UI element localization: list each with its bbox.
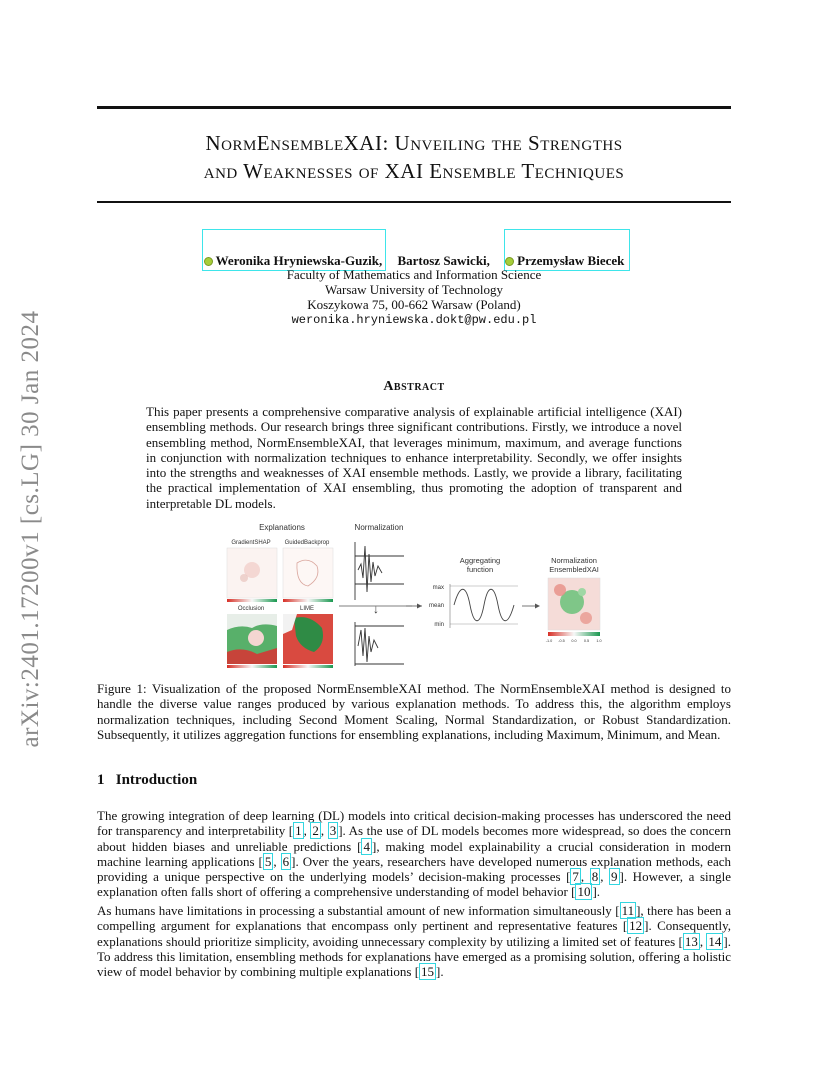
normalization-label: Normalization — [354, 523, 404, 532]
arrow-head-icon — [417, 604, 422, 609]
citation-link[interactable]: 14 — [708, 933, 722, 949]
function-label-mean: mean — [428, 603, 444, 609]
method-label-guidedbackprop: GuidedBackprop — [284, 540, 330, 546]
colorbar — [548, 632, 600, 636]
output-label-line-2: EnsembledXAI — [549, 565, 599, 574]
colorbar-tick: -1.0 — [545, 639, 553, 643]
arrow-head-icon — [535, 604, 540, 609]
paragraph-text: ]. However, a single explanation often falls short of offering a comprehensive understanding of model behavior [ — [97, 869, 732, 900]
citation-link[interactable]: 1 — [295, 823, 302, 839]
aggregating-label-line-2: function — [466, 565, 494, 574]
paragraph-text: ]. As the use of DL models becomes more widespread, so does the concern about hidden biases and unreliable predictions [ — [97, 823, 732, 854]
section-number: 1 — [97, 772, 105, 788]
affiliation-address: Koszykowa 75, 00-662 Warsaw (Poland) — [307, 297, 521, 312]
author-name: Przemysław Biecek — [517, 253, 625, 268]
citation-link[interactable]: 2 — [312, 823, 319, 839]
colorbar-tick: 0.5 — [583, 639, 590, 643]
figure-caption: Figure 1: Visualization of the proposed NormEnsembleXAI method. The NormEnsembleXAI method is designed to handle the diverse value ranges produced by various explanation methods. To address this, the algorithm employs normalization techniques, including Second Moment Scaling, Normal Standardization, or Robust Standardization. Subsequently, it utilizes aggregation functions for ensembling explanations, including Maximum, Minimum, and Mean. — [97, 681, 731, 742]
author-email[interactable]: weronika.hryniewska.dokt@pw.edu.pl — [291, 313, 537, 327]
paragraph-text: , — [600, 869, 610, 885]
paragraph-text: The growing integration of deep learning (DL) models into critical decision-making processes has underscored the need for transparency and interpretability [ — [97, 808, 731, 839]
aggregating-label-line-1: Aggregating — [459, 556, 501, 565]
intro-paragraph-1 — [97, 808, 731, 900]
author-name: Bartosz Sawicki, — [397, 253, 490, 268]
intro-paragraph-2 — [97, 903, 731, 979]
citation-link[interactable]: 5 — [264, 853, 272, 869]
paper-title-line-1: NormEnsembleXAI: Unveiling the Strengths — [205, 131, 623, 155]
paragraph-text: , — [303, 823, 311, 839]
arxiv-stamp: arXiv:2401.17200v1 [cs.LG] 30 Jan 2024 — [17, 310, 44, 748]
heatmap-lime — [283, 614, 333, 668]
paragraph-text: ]. — [592, 884, 601, 900]
orcid-icon[interactable] — [505, 257, 514, 266]
method-label-occlusion: Occlusion — [237, 606, 265, 612]
paper-title-line-2: and Weaknesses of XAI Ensemble Techniques — [203, 159, 625, 183]
colorbar-tick: 1.0 — [596, 639, 602, 643]
aggregating-wave — [450, 584, 518, 628]
paragraph-text: ]. — [436, 964, 444, 980]
paragraph-text: As humans have limitations in processing a substantial amount of new information simultaneously [ — [97, 903, 620, 918]
normalization-plot-before — [355, 542, 404, 600]
paragraph-text: ]. Over the years, researchers have developed numerous explanation methods, each providing a unique perspective on the underlying models’ decision-making processes [ — [97, 853, 731, 885]
normalization-plot-after — [355, 622, 404, 666]
method-label-lime: LIME — [299, 606, 315, 612]
citation-link[interactable]: 3 — [329, 823, 337, 839]
heatmap-gradientshap — [227, 548, 277, 602]
orcid-icon[interactable] — [204, 257, 213, 266]
affiliation-dept: Faculty of Mathematics and Information Science — [286, 267, 542, 282]
paragraph-text: , — [699, 933, 707, 949]
heatmap-ensembled — [548, 578, 600, 636]
citation-link[interactable]: 9 — [611, 869, 618, 885]
title-top-rule — [97, 106, 731, 109]
citation-link[interactable]: 4 — [363, 838, 370, 854]
citation-link[interactable]: 11 — [621, 903, 635, 918]
explanations-label: Explanations — [259, 523, 305, 532]
paragraph-text: , — [580, 869, 590, 885]
paragraph-text: ]. To address this limitation, ensembling methods for explanations have emerged as a promising solution, offering a holistic view of model behavior by combining multiple explanations [ — [97, 933, 732, 980]
colorbar-tick: -0.5 — [558, 639, 565, 643]
function-label-max: max — [432, 585, 444, 591]
paragraph-text: ], making model explainability a crucial consideration in modern machine learning applications [ — [97, 838, 731, 869]
affiliation-university: Warsaw University of Technology — [325, 282, 503, 297]
paragraph-text: ]. Consequently, explanations should prioritize simplicity, avoiding unnecessary complexity by utilizing a limited set of features [ — [97, 918, 731, 949]
paragraph-text: ], there has been a compelling argument for explanations that encompass only pertinent and representative features [ — [97, 903, 731, 934]
abstract-heading: Abstract — [383, 379, 445, 394]
title-bottom-rule — [97, 201, 731, 203]
citation-link[interactable]: 15 — [421, 964, 435, 980]
output-label-line-1: Normalization — [551, 556, 597, 565]
author-name: Weronika Hryniewska-Guzik, — [215, 253, 383, 268]
section-title: Introduction — [115, 772, 198, 788]
down-arrow-icon: ↓ — [373, 602, 379, 616]
citation-link[interactable]: 12 — [629, 918, 643, 934]
abstract-text: This paper presents a comprehensive comparative analysis of explainable artificial intelligence (XAI) ensembling methods. Our research brings three significant contributions. Firstly, we introduce a novel ensembling method, NormEnsembleXAI, that leverages minimum, maximum, and average functions in conjunction with normalization techniques to enhance interpretability. Secondly, we offer insights into the strengths and weaknesses of XAI ensemble methods. Lastly, we provide a library, facilitating the practical implementation of XAI ensembling, thus promoting the adoption of transparent and interpretable DL models. — [146, 404, 682, 511]
method-label-gradientshap: GradientSHAP — [231, 540, 271, 546]
citation-link[interactable]: 8 — [591, 869, 599, 885]
colorbar-tick: 0.0 — [571, 639, 577, 643]
function-label-min: min — [434, 622, 444, 628]
citation-link[interactable]: 6 — [282, 853, 290, 869]
paragraph-text: , — [273, 853, 281, 869]
heatmap-guidedbackprop — [283, 548, 333, 602]
citation-link[interactable]: 10 — [577, 884, 591, 900]
citation-link[interactable]: 13 — [684, 933, 698, 949]
section-heading — [97, 772, 197, 789]
figure-1 — [222, 518, 610, 668]
citation-link[interactable]: 7 — [572, 869, 579, 885]
heatmap-occlusion — [227, 614, 277, 668]
paragraph-text: , — [320, 823, 328, 839]
